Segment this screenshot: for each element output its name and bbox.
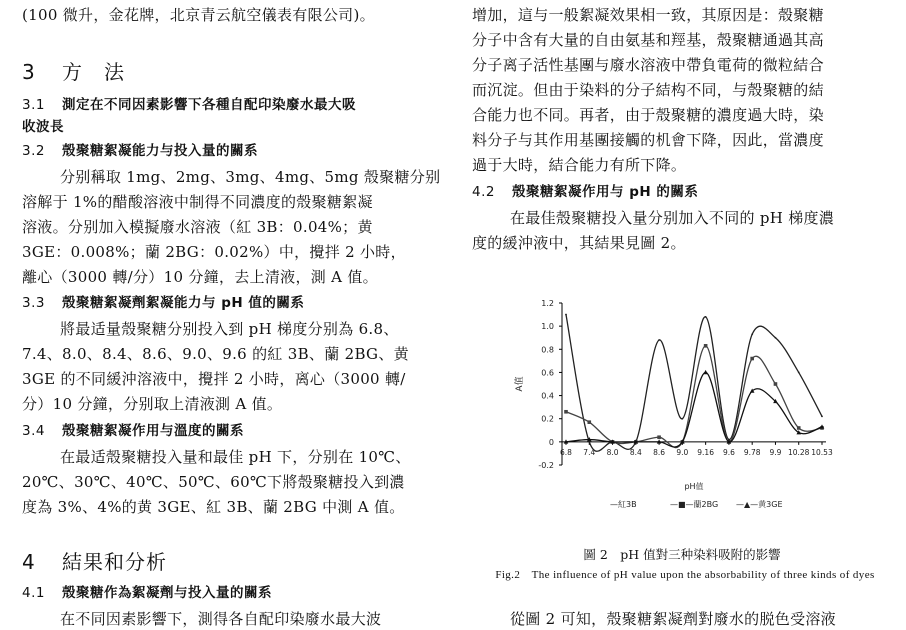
- legend-entry: —■—蘭2BG: [670, 500, 719, 509]
- y-tick-label: 0.2: [541, 414, 554, 424]
- x-tick-label: 10.28: [787, 447, 810, 457]
- data-point: [775, 337, 777, 339]
- x-tick-label: 7.4: [583, 447, 596, 457]
- data-point: [657, 435, 661, 439]
- x-tick-label: 8.6: [653, 447, 666, 457]
- subsection-number: 4.2: [472, 184, 495, 200]
- intro-line: (100 微升，金花牌，北京青云航空儀表有限公司)。: [22, 6, 375, 24]
- section-3-heading: [22, 60, 125, 84]
- figure-caption-english: Fig.2 The influence of pH value upon the absorbability of three kinds of dyes: [495, 569, 875, 581]
- data-point: [681, 418, 683, 420]
- paragraph-line: 3GE 的不同緩沖溶液中，攪拌 2 小時，离心（3000 轉/: [22, 370, 406, 388]
- subsection-title: 測定在不同因素影響下各種自配印染廢水最大吸: [62, 97, 356, 113]
- data-point: [705, 316, 707, 318]
- subsection-3-2-heading: [22, 142, 258, 160]
- paragraph-line: 度為 3%、4%的黄 3GE、紅 3B、蘭 2BG 中測 A 值。: [22, 498, 405, 516]
- subsection-title: 殼聚糖絮凝作用与溫度的關系: [62, 423, 244, 439]
- legend-entry: —▲—黄3GE: [736, 500, 783, 509]
- paragraph-line: 度的緩沖液中，其結果見圖 2。: [472, 234, 686, 252]
- y-tick-label: 1.0: [541, 322, 554, 332]
- x-tick-label: 9.6: [722, 447, 735, 457]
- data-point: [658, 339, 660, 341]
- paragraph-line: 分子中含有大量的自由氨基和羥基，殼聚糖通過其高: [472, 31, 824, 49]
- y-tick-label: 1.2: [541, 299, 554, 308]
- paragraph-line: 在最佳殼聚糖投入量分别加入不同的 pH 梯度濃: [510, 209, 835, 227]
- subsection-3-1-heading: [22, 96, 356, 114]
- ph-absorbance-chart: [500, 295, 840, 517]
- paragraph-line: 分子离子活性基團与廢水溶液中帶負電荷的微粒結合: [472, 56, 824, 74]
- section-title: 結果和分析: [62, 550, 167, 574]
- x-tick-label: 8.0: [606, 447, 619, 457]
- subsection-3-1-heading-cont: 收波長: [22, 119, 64, 135]
- x-tick-label: 9.9: [769, 447, 782, 457]
- paragraph-line: 溶解于 1%的醋酸溶液中制得不同濃度的殼聚糖絮凝: [22, 193, 373, 211]
- paragraph-line: 將最适量殼聚糖分别投入到 pH 梯度分别為 6.8、: [60, 320, 399, 338]
- subsection-number: 3.4: [22, 423, 45, 439]
- paragraph-line: 溶液。分别加入模擬廢水溶液（紅 3B：0.04%；黄: [22, 218, 373, 236]
- subsection-4-2-heading: [472, 183, 698, 201]
- x-axis-label: pH值: [684, 482, 704, 491]
- subsection-3-3-heading: [22, 294, 304, 312]
- paragraph-line: 合能力也不同。再者，由于殼聚糖的濃度過大時，染: [472, 106, 824, 124]
- paragraph-line: 3GE：0.008%；蘭 2BG：0.02%）中，攪拌 2 小時，: [22, 243, 406, 261]
- y-tick-label: 0.6: [541, 368, 554, 378]
- subsection-number: 3.1: [22, 97, 45, 113]
- x-tick-label: 9.78: [743, 447, 761, 457]
- y-tick-label: 0: [548, 437, 554, 447]
- subsection-title: 殼聚糖絮凝能力与投入量的關系: [62, 143, 258, 159]
- subsection-number: 3.2: [22, 143, 45, 159]
- y-tick-label: 0.4: [541, 391, 554, 401]
- y-axis-label: A值: [515, 376, 525, 392]
- data-point: [564, 410, 568, 414]
- data-point: [704, 344, 708, 348]
- subsection-number: 3.3: [22, 295, 45, 311]
- paragraph-line: 在不同因素影響下，測得各自配印染廢水最大波: [60, 610, 382, 628]
- section-number: 3: [22, 60, 36, 84]
- data-point: [587, 420, 591, 424]
- data-point: [565, 314, 567, 316]
- x-tick-label: 8.4: [629, 447, 642, 457]
- paragraph-line: 在最适殼聚糖投入量和最佳 pH 下，分别在 10℃、: [60, 448, 411, 466]
- data-point: [750, 357, 754, 361]
- section-4-heading: [22, 550, 167, 574]
- paragraph-line: 分别稱取 1mg、2mg、3mg、4mg、5mg 殼聚糖分别: [60, 168, 441, 186]
- subsection-title: 殼聚糖絮凝劑絮凝能力与 pH 值的關系: [62, 295, 305, 311]
- paragraph-line: 離心（3000 轉/分）10 分鐘，去上清液，測 A 值。: [22, 268, 378, 286]
- paragraph-line: 7.4、8.0、8.4、8.6、9.0、9.6 的紅 3B、蘭 2BG、黄: [22, 345, 409, 363]
- subsection-title: 殼聚糖絮凝作用与 pH 的關系: [512, 184, 699, 200]
- subsection-number: 4.1: [22, 585, 45, 601]
- y-tick-label: -0.2: [538, 461, 554, 470]
- subsection-title: 殼聚糖作為絮凝劑与投入量的關系: [62, 585, 272, 601]
- paragraph-line: 而沉淀。但由于染料的分子結构不同，与殼聚糖的結: [472, 81, 824, 99]
- paragraph-line: 增加，這与一般絮凝效果相一致，其原因是：殼聚糖: [472, 6, 824, 24]
- data-point: [774, 382, 778, 386]
- section-number: 4: [22, 550, 36, 574]
- paragraph-line: 分）10 分鐘，分别取上清液測 A 值。: [22, 395, 283, 413]
- data-point: [751, 333, 753, 335]
- subsection-3-4-heading: [22, 422, 244, 440]
- x-tick-label: 6.8: [560, 447, 572, 457]
- data-point: [821, 416, 823, 418]
- x-tick-label: 10.53: [811, 447, 833, 457]
- data-point: [703, 370, 708, 374]
- subsection-4-1-heading: [22, 584, 272, 602]
- data-point: [797, 426, 801, 430]
- series-line-0: [566, 315, 822, 452]
- figure-caption-chinese: 圖 2 pH 值對三种染料吸附的影響: [583, 547, 781, 562]
- paragraph-line: 過于大時，結合能力有所下降。: [472, 156, 687, 174]
- y-tick-label: 0.8: [541, 345, 554, 355]
- section-title: 方 法: [62, 60, 125, 84]
- paragraph-line: 料分子与其作用基團接觸的机會下降，因此，當濃度: [472, 131, 824, 149]
- data-point: [798, 372, 800, 374]
- x-tick-label: 9.16: [697, 447, 714, 457]
- paragraph-line: 從圖 2 可知，殼聚糖絮凝劑對廢水的脱色受溶液: [510, 610, 836, 628]
- chart-svg: [500, 295, 840, 517]
- legend-entry: —紅3B: [610, 500, 637, 509]
- paragraph-line: 20℃、30℃、40℃、50℃、60℃下將殼聚糖投入到濃: [22, 473, 405, 491]
- x-tick-label: 9.0: [676, 447, 689, 457]
